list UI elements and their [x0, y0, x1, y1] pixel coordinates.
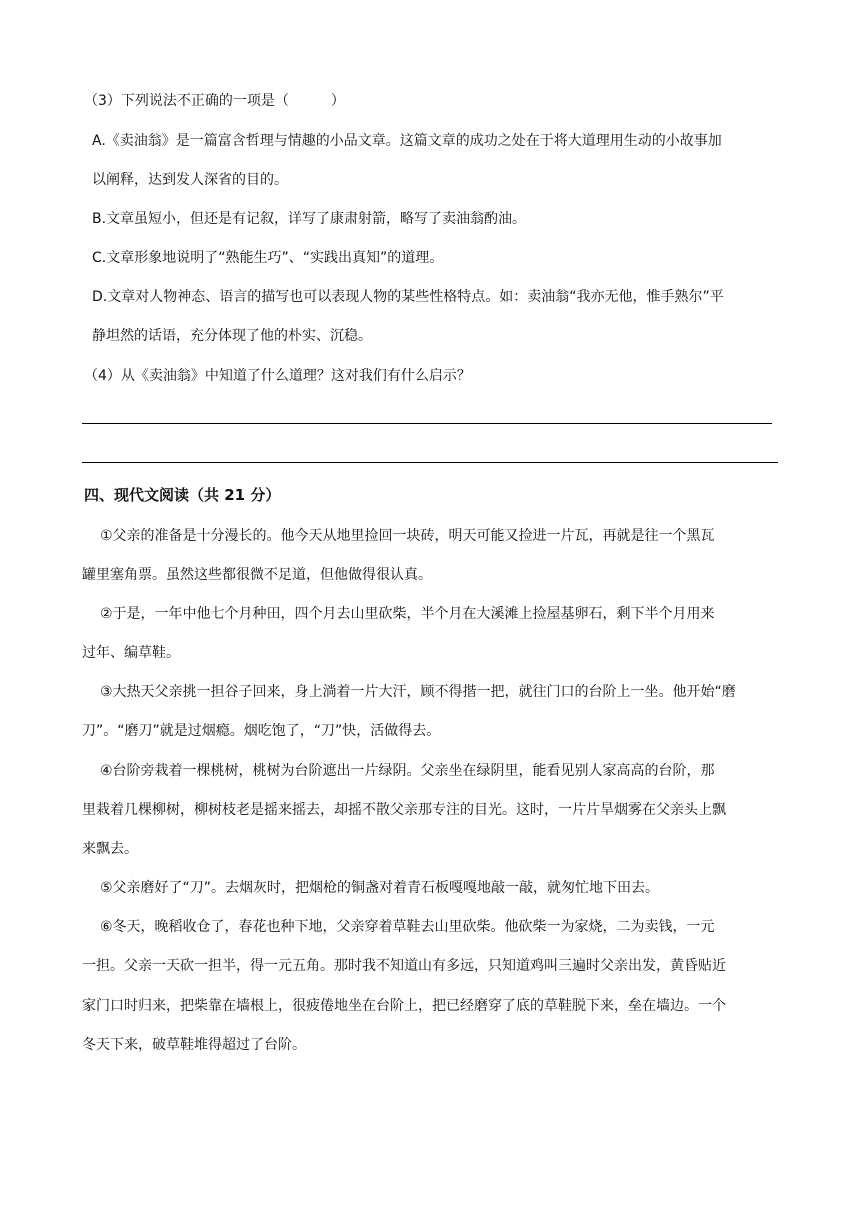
option-d-line-1: D.文章对人物神态、语言的描写也可以表现人物的某些性格特点。如：卖油翁“我亦无他，惟手熟尔”平	[92, 289, 724, 305]
option-b: B.文章虽短小，但还是有记叙，详写了康肃射箭，略写了卖油翁酌油。	[92, 211, 527, 227]
paragraph-3-line-1: ③大热天父亲挑一担谷子回来，身上淌着一片大汗，顾不得揩一把，就往门口的台阶上一坐。他开始“磨	[100, 684, 736, 700]
paragraph-2-line-1: ②于是，一年中他七个月种田，四个月去山里砍柴，半个月在大溪滩上捡屋基卵石，剩下半个月用来	[100, 606, 715, 622]
paragraph-3-line-2: 刀”。“磨刀”就是过烟瘾。烟吃饱了，“刀”快，活做得去。	[82, 723, 441, 739]
paragraph-2-line-2: 过年、编草鞋。	[82, 645, 180, 661]
paragraph-6-line-4: 冬天下来，破草鞋堆得超过了台阶。	[82, 1037, 306, 1053]
paragraph-6-line-2: 一担。父亲一天砍一担半，得一元五角。那时我不知道山有多远，只知道鸡叫三遍时父亲出发，黄昏贴近	[82, 958, 726, 974]
option-c: C.文章形象地说明了“熟能生巧”、“实践出真知”的道理。	[92, 250, 444, 266]
paragraph-1-line-1: ①父亲的准备是十分漫长的。他今天从地里捡回一块砖，明天可能又捡进一片瓦，再就是往一个黑瓦	[100, 528, 715, 544]
answer-line-2	[82, 462, 778, 463]
paragraph-4-line-2: 里栽着几棵柳树，柳树枝老是摇来摇去，却摇不散父亲那专注的目光。这时，一片片旱烟雾在父亲头上飘	[82, 802, 726, 818]
paragraph-6-line-1: ⑥冬天，晚稻收仓了，春花也种下地，父亲穿着草鞋去山里砍柴。他砍柴一为家烧，二为卖钱，一元	[100, 919, 715, 935]
paragraph-4-line-1: ④台阶旁栽着一棵桃树，桃树为台阶遮出一片绿阴。父亲坐在绿阴里，能看见别人家高高的台阶，那	[100, 763, 715, 779]
question-4-stem: （4）从《卖油翁》中知道了什么道理？这对我们有什么启示？	[84, 368, 471, 384]
paragraph-6-line-3: 家门口时归来，把柴靠在墙根上，很疲倦地坐在台阶上，把已经磨穿了底的草鞋脱下来，垒在墙边。一个	[82, 998, 726, 1014]
option-a-line-1: A.《卖油翁》是一篇富含哲理与情趣的小品文章。这篇文章的成功之处在于将大道理用生动的小故事加	[92, 133, 722, 149]
question-3-stem: （3）下列说法不正确的一项是（ ）	[84, 93, 345, 109]
paragraph-1-line-2: 罐里塞角票。虽然这些都很微不足道，但他做得很认真。	[82, 567, 432, 583]
section-heading: 四、现代文阅读（共 21 分）	[84, 486, 281, 504]
option-d-line-2: 静坦然的话语，充分体现了他的朴实、沉稳。	[92, 328, 372, 344]
option-a-line-2: 以阐释，达到发人深省的目的。	[92, 172, 288, 188]
answer-line-1	[82, 423, 772, 424]
paragraph-4-line-3: 来飘去。	[82, 841, 138, 857]
paragraph-5-line-1: ⑤父亲磨好了“刀”。去烟灰时，把烟枪的铜盏对着青石板嘎嘎地敲一敲，就匆忙地下田去。	[100, 880, 660, 896]
